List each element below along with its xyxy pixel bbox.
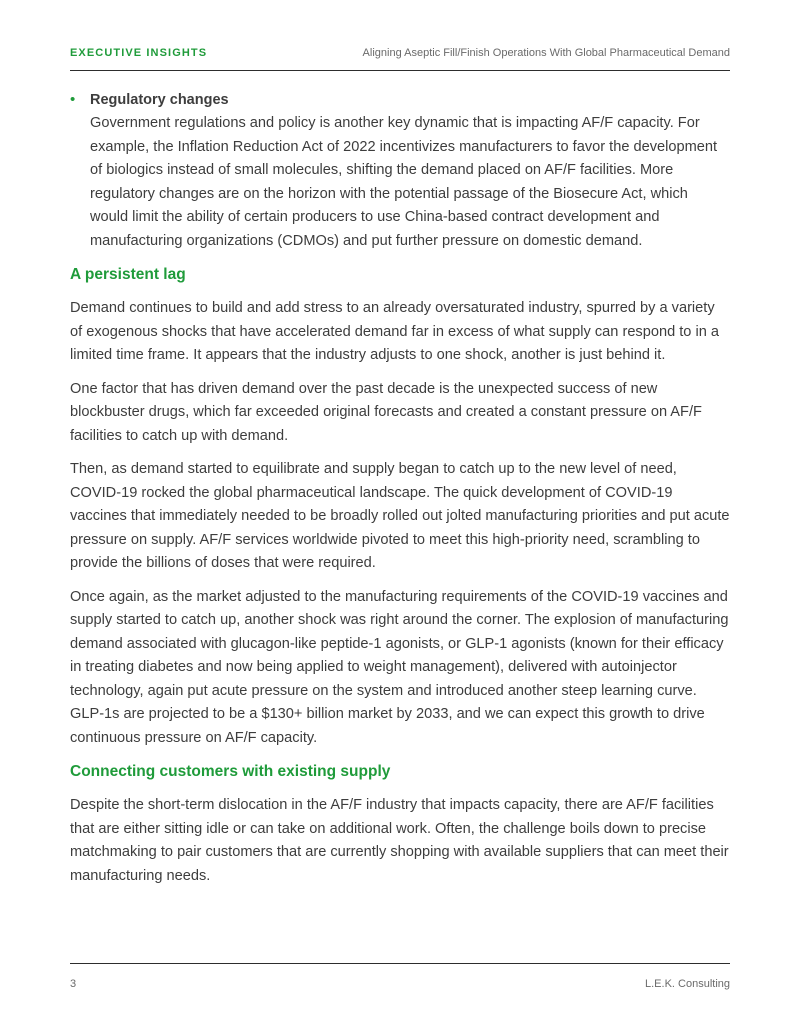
section-heading-connecting-customers: Connecting customers with existing supply (70, 763, 391, 780)
page-footer (70, 963, 730, 994)
company-name: L.E.K. Consulting (645, 978, 730, 990)
page-number: 3 (70, 978, 77, 990)
paragraph: Once again, as the market adjusted to the manufacturing requirements of the COVID-19 vaccines and supply started to catch up, another shock was right around the corner. The explosion of manufacturing demand associated with glucagon-like peptide-1 agonists, or GLP-1 agonists (known for their efficacy in treating diabetes and now being applied to weight management), delivered with autoinjector technology, again put acute pressure on the system and introduced another steep learning curve. GLP-1s are projected to be a $130+ billion market by 2033, and we can expect this growth to drive continuous pressure on AF/F capacity. (70, 588, 729, 746)
paragraph: Then, as demand started to equilibrate and supply began to catch up to the new level of need, COVID-19 rocked the global pharmaceutical landscape. The quick development of COVID-19 vaccines that immediately needed to be broadly rolled out jolted manufacturing priorities and put acute pressure on supply. AF/F services worldwide pivoted to meet this high-priority need, scrambling to provide the billions of doses that were required. (70, 461, 730, 571)
bullet-marker: • (70, 91, 76, 108)
bullet-regulatory-changes (70, 88, 730, 253)
document-title: Aligning Aseptic Fill/Finish Operations With Global Pharmaceutical Demand (362, 47, 730, 59)
paragraph: Demand continues to build and add stress to an already oversaturated industry, spurred by a variety of exogenous shocks that have accelerated demand far in excess of what supply can respond to in a limited time frame. It appears that the industry adjusts to one shock, another is just behind it. (70, 300, 720, 363)
page-content (70, 88, 730, 898)
section-heading-persistent-lag: A persistent lag (70, 266, 186, 283)
section-label: EXECUTIVE INSIGHTS (70, 47, 208, 59)
paragraph: One factor that has driven demand over the past decade is the unexpected success of new blockbuster drugs, which far exceeded original forecasts and created a constant pressure on AF/F facilities to catch up with demand. (70, 380, 702, 444)
paragraph: Despite the short-term dislocation in the AF/F industry that impacts capacity, there are AF/F facilities that are either sitting idle or can take on additional work. Often, the challenge boils down to precise matchmaking to pair customers that are currently shopping with available suppliers that can meet their manufacturing needs. (70, 797, 729, 884)
bullet-body: Government regulations and policy is another key dynamic that is impacting AF/F capacity. For example, the Inflation Reduction Act of 2022 incentivizes manufacturers to favor the development of biologics instead of small molecules, shifting the demand placed on AF/F facilities. More regulatory changes are on the horizon with the potential passage of the Biosecure Act, which would limit the ability of certain producers to use China-based contract development and manufacturing organizations (CDMOs) and put further pressure on domestic demand. (90, 115, 718, 249)
bullet-title: Regulatory changes (90, 92, 229, 108)
page-header (70, 46, 730, 71)
